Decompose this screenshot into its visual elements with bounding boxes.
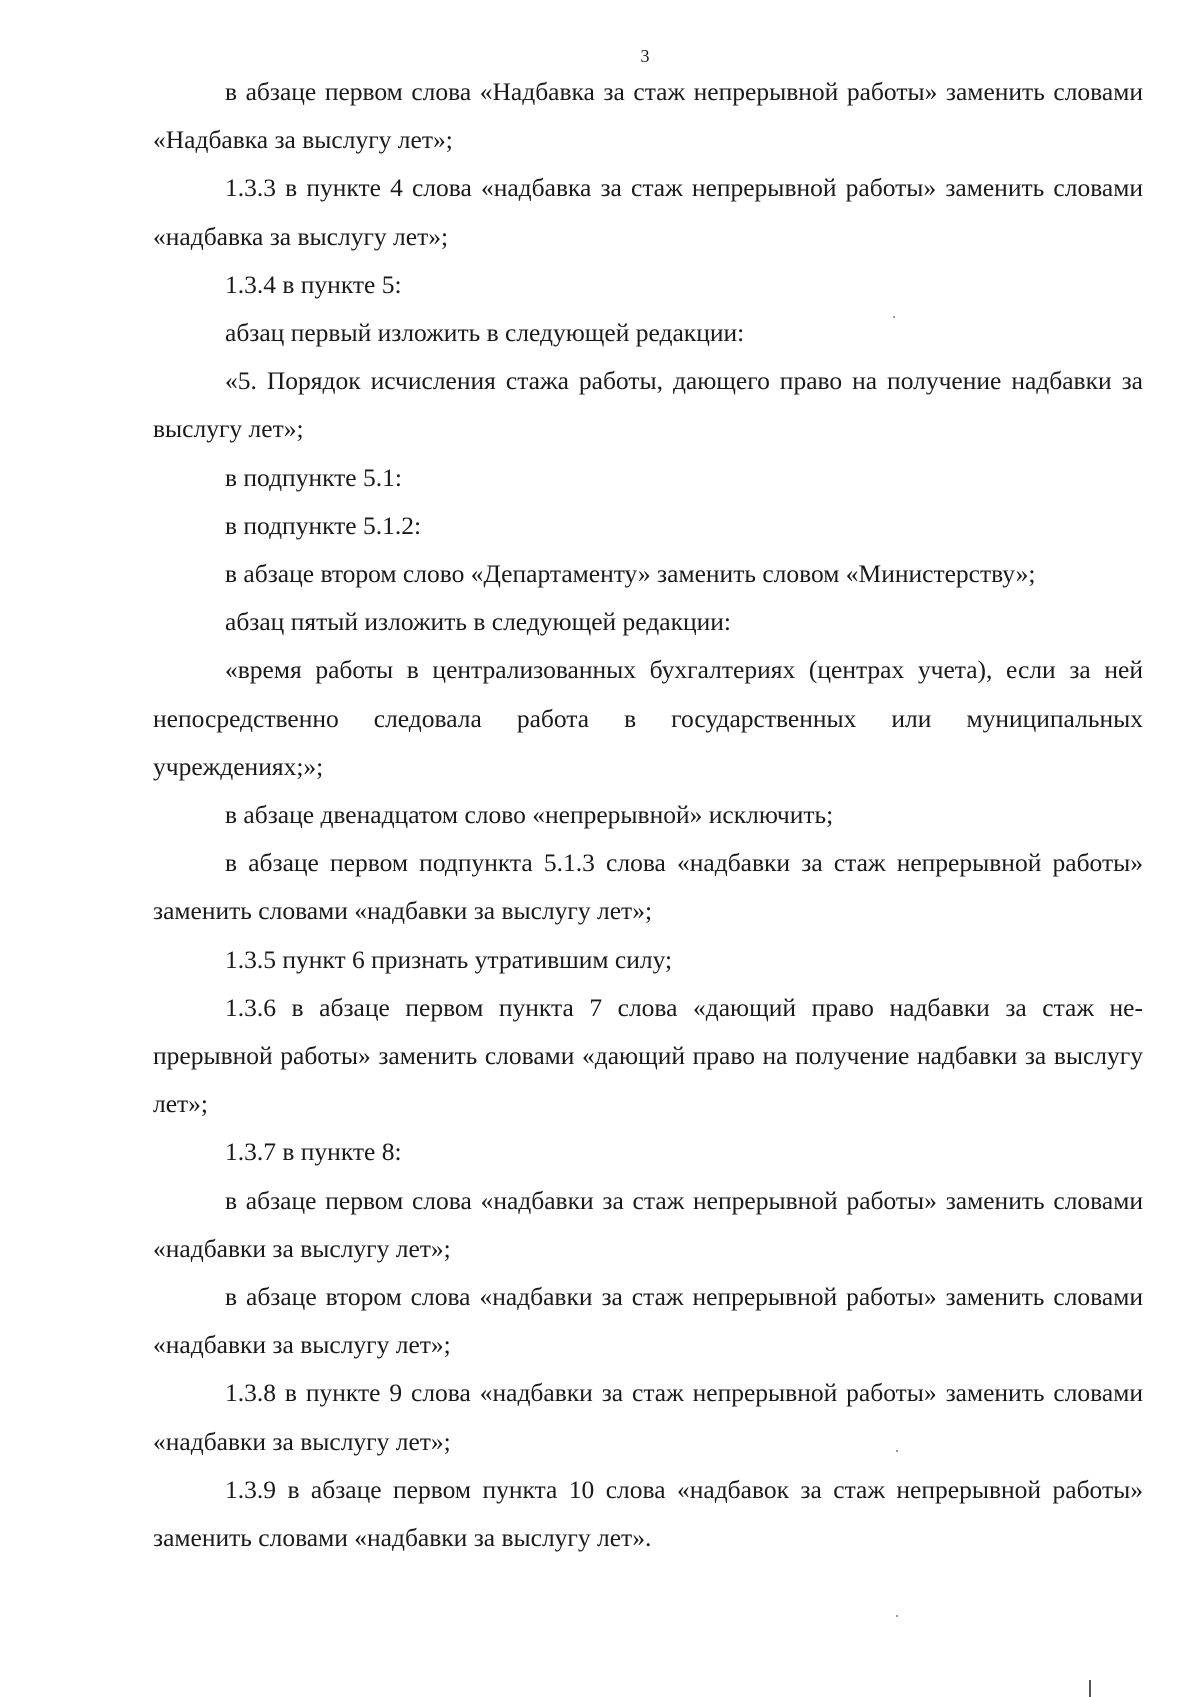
paragraph-13: 1.3.5 пункт 6 признать утратившим силу;	[225, 944, 673, 974]
paragraph-5: «5. Порядок исчисления стажа работы, дающего право на получение надбавки за выслугу лет»;	[153, 366, 1143, 444]
paragraph-8: в абзаце втором слово «Департаменту» заменить словом «Министерству»;	[225, 559, 1036, 589]
scan-edge-mark	[1089, 1680, 1091, 1697]
paragraph-6: в подпункте 5.1:	[225, 462, 402, 492]
document-body	[153, 68, 1143, 1562]
paragraph-16: в абзаце первом слова «надбавки за стаж непрерывной работы» заменить словами «надбавки за выслугу лет»;	[153, 1185, 1143, 1263]
paragraph-2: 1.3.3 в пункте 4 слова «надбавка за стаж непрерывной работы» заменить словами «надбавка за выслугу лет»;	[153, 173, 1143, 251]
scan-speck	[896, 1615, 898, 1617]
scan-speck	[893, 316, 895, 318]
paragraph-9: абзац пятый изложить в следующей редакции:	[225, 607, 731, 637]
paragraph-17: в абзаце втором слова «надбавки за стаж непрерывной работы» заменить словами «надбавки за выслугу лет»;	[153, 1282, 1143, 1360]
paragraph-11: в абзаце двенадцатом слово «непрерывной» исключить;	[225, 800, 834, 830]
paragraph-19: 1.3.9 в абзаце первом пункта 10 слова «надбавок за стаж непрерывной работы» заменить словами «надбавки за выслугу лет».	[153, 1474, 1143, 1553]
scan-speck	[896, 1450, 898, 1452]
paragraph-4: абзац первый изложить в следующей редакции:	[225, 318, 745, 348]
paragraph-12: в абзаце первом подпункта 5.1.3 слова «надбавки за стаж непрерывной работы» заменить словами «надбавки за выслугу лет»;	[153, 848, 1143, 926]
paragraph-3: 1.3.4 в пункте 5:	[225, 269, 402, 299]
paragraph-15: 1.3.7 в пункте 8:	[225, 1137, 402, 1167]
paragraph-18: 1.3.8 в пункте 9 слова «надбавки за стаж непрерывной работы» заменить словами «надбавки за выслугу лет»;	[153, 1378, 1143, 1456]
paragraph-7: в подпункте 5.1.2:	[225, 510, 422, 540]
paragraph-10: «время работы в централизованных бухгалтериях (центрах учета), если за ней непосредственно следовала работа в государственных или муниципальных учреждениях;»;	[153, 655, 1143, 781]
page-number: 3	[640, 46, 650, 66]
paragraph-14: 1.3.6 в абзаце первом пункта 7 слова «дающий право надбавки за стаж непрерывной работы» заменить словами «дающий право на получение надбавки за выслугу лет»;	[153, 992, 1143, 1119]
paragraph-1: в абзаце первом слова «Надбавка за стаж непрерывной работы» заменить словами «Надбавка за выслугу лет»;	[153, 77, 1143, 155]
